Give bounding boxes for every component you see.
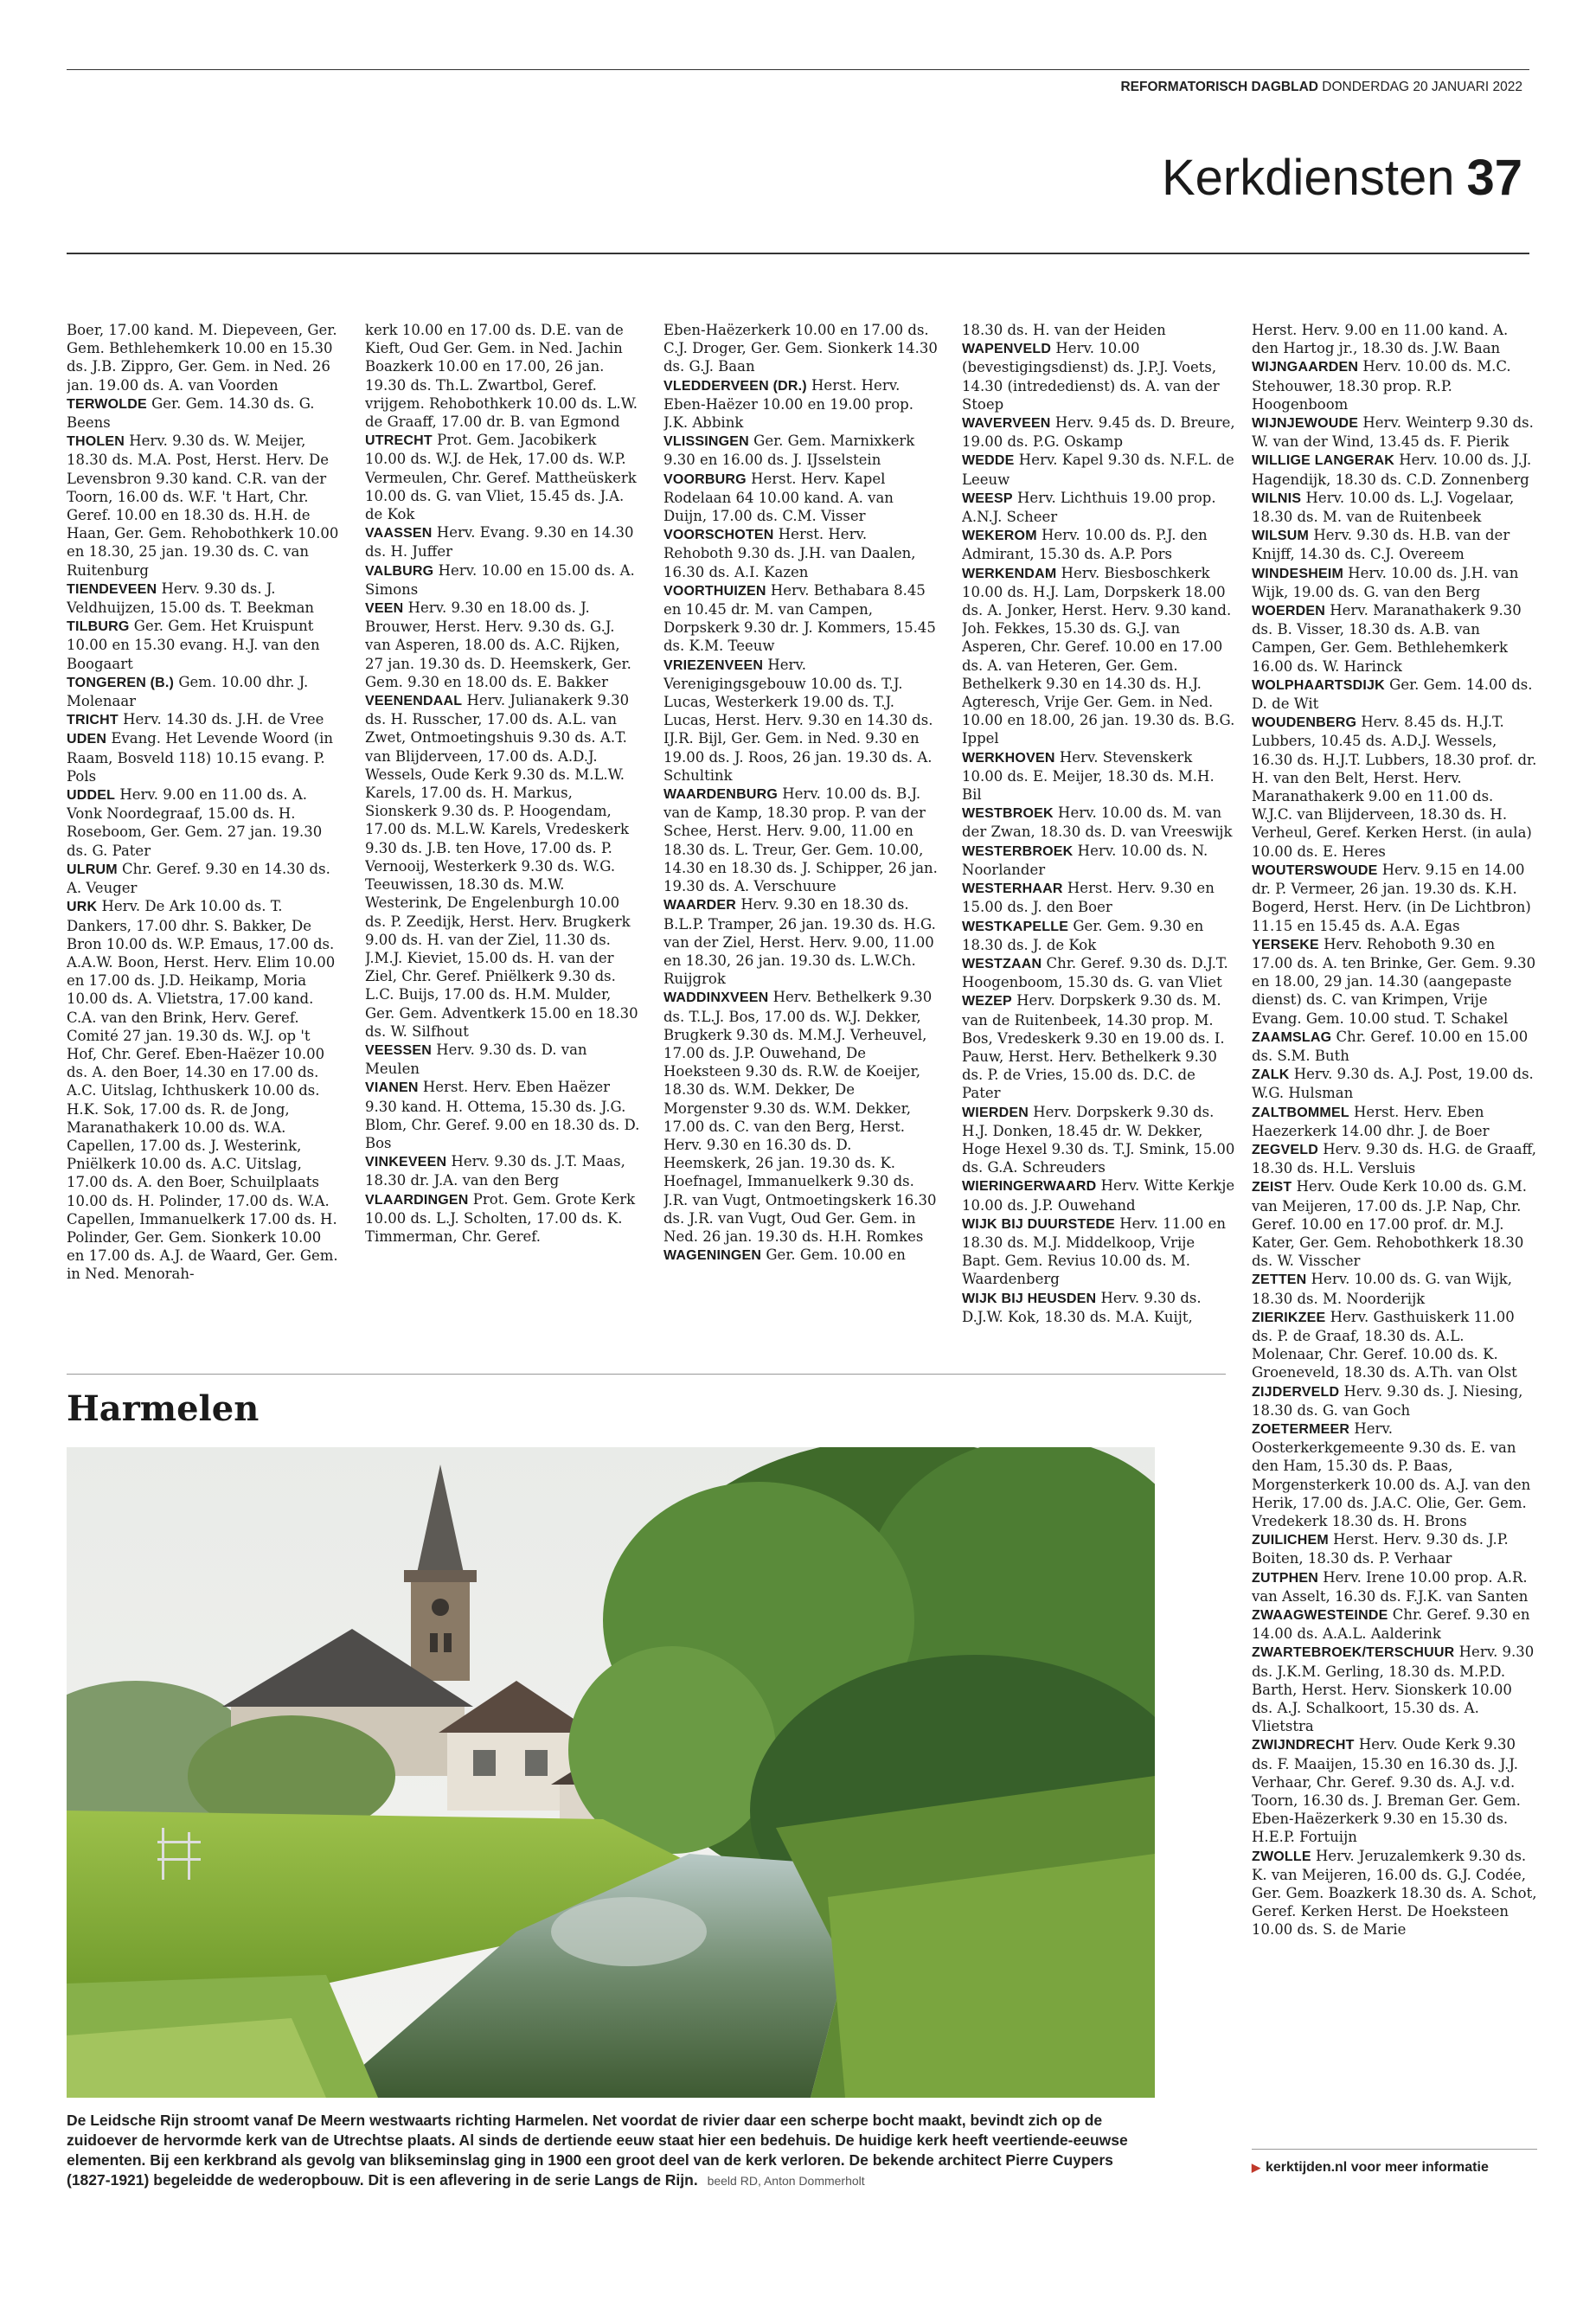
church-listing-entry <box>1252 357 1537 413</box>
triangle-right-icon: ▶ <box>1252 2161 1260 2174</box>
listing-column-4 <box>962 321 1237 1342</box>
service-details: Herv. Stevenskerk 10.00 ds. E. Meijer, 18.30 ds. M.H. Bil <box>962 748 1215 804</box>
service-details: Herv. Jeruzalemkerk 9.30 ds. K. van Meijeren, 16.00 ds. G.J. Codée, Ger. Gem. Boazkerk 18.30 ds. A. Schot, Geref. Kerken Herst. De Hoeksteen 10.00 ds. S. de Marie <box>1252 1847 1537 1939</box>
listing-column-1 <box>67 321 342 1342</box>
church-listing-entry <box>962 339 1237 413</box>
church-listing-entry <box>365 1190 640 1247</box>
place-name: TIENDEVEEN <box>67 581 157 597</box>
service-details: Herv. 10.00 ds. P.J. den Admirant, 15.30 ds. A.P. Pors <box>962 527 1208 563</box>
service-details: Herv. 9.30 ds. H.G. de Graaff, 18.30 ds. H.L. Versluis <box>1252 1140 1537 1177</box>
service-details: Herv. 10.00 ds. L.J. Vogelaar, 18.30 ds. M. van de Ruitenbeek <box>1252 489 1515 526</box>
service-details: Herst. Herv. Eben Haezerkerk 14.00 dhr. J. de Boer <box>1252 1103 1490 1139</box>
service-details: Herst. Herv. 9.00 en 11.00 kand. A. den Hartog jr., 18.30 ds. J.W. Baan <box>1252 322 1509 357</box>
place-name: ZEIST <box>1252 1180 1292 1195</box>
church-listing-entry <box>1252 713 1537 861</box>
service-details: Ger. Gem. 14.00 ds. D. de Wit <box>1252 676 1533 713</box>
service-details: Herv. Weinterp 9.30 ds. W. van der Wind, 13.45 ds. F. Pierik <box>1252 414 1534 451</box>
church-listing-entry <box>663 581 939 656</box>
service-details: Herv. 9.30 ds. D.J.W. Kok, 18.30 ds. M.A. Kuijt, <box>962 1289 1202 1325</box>
service-details: Herv. 10.00 ds. N. Noorlander <box>962 842 1208 878</box>
church-listing-entry <box>365 1152 640 1189</box>
header-rule <box>67 253 1529 254</box>
service-details: Ger. Gem. 10.00 en <box>761 1247 906 1264</box>
church-listing-entry <box>962 564 1237 748</box>
section-title: Kerkdiensten <box>1161 150 1455 206</box>
masthead <box>1120 80 1522 95</box>
place-name: WESTBROEK <box>962 806 1054 822</box>
service-details: Herv. Evang. 9.30 en 14.30 ds. H. Juffer <box>365 524 634 561</box>
place-name: WOERDEN <box>1252 604 1325 619</box>
place-name: WAPENVELD <box>962 342 1052 357</box>
listing-column-5 <box>1252 321 1537 2129</box>
church-listing-entry <box>962 1289 1237 1326</box>
service-details: Herv. 9.30 ds. D. van Meulen <box>365 1041 587 1078</box>
place-name: ZWIJNDRECHT <box>1252 1738 1355 1753</box>
service-details: Herv. 14.30 ds. J.H. de Vree <box>118 711 324 728</box>
church-listing-entry <box>663 321 939 376</box>
service-details: Herv. 10.00 ds. M.C. Stehouwer, 18.30 prop. R.P. Hoogenboom <box>1252 358 1511 413</box>
church-listing-entry <box>663 656 939 785</box>
place-name: WOLPHAARTSDIJK <box>1252 677 1385 693</box>
church-listing-entry <box>67 580 342 617</box>
place-name: THOLEN <box>67 434 125 450</box>
photo-credit: beeld RD, Anton Dommerholt <box>707 2174 865 2188</box>
place-name: WESTKAPELLE <box>962 919 1069 934</box>
service-details: Ger. Gem. Marnixkerk 9.30 en 16.00 ds. J. IJsselstein <box>663 433 915 469</box>
place-name: ULRUM <box>67 862 118 877</box>
church-listing-entry <box>962 748 1237 804</box>
church-listing-entry <box>962 1103 1237 1177</box>
place-name: UDDEL <box>67 788 116 804</box>
church-listing-entry <box>1252 1177 1537 1270</box>
place-name: WADDINXVEEN <box>663 990 769 1006</box>
church-listing-entry <box>1252 935 1537 1028</box>
place-name: WAARDER <box>663 898 737 913</box>
church-listing-entry <box>962 991 1237 1102</box>
church-listing-entry <box>365 523 640 561</box>
church-listing-entry <box>67 785 342 860</box>
church-listing-entry <box>67 673 342 710</box>
church-listing-entry <box>962 954 1237 991</box>
service-details: Herv. Lichthuis 19.00 prop. A.N.J. Scheer <box>962 489 1216 526</box>
service-details: Herv. Oude Kerk 9.30 ds. F. Maaijen, 15.30 en 16.30 ds. J.J. Verhaar, Chr. Geref. 9.30 ds. A.J. v.d. Toorn, 16.30 ds. J. Breman Ger. Gem. Eben-Haëzerkerk 9.30 en 15.30 ds. H.E.P. Fortuijn <box>1252 1736 1521 1846</box>
place-name: WEESP <box>962 490 1013 506</box>
church-listing-entry <box>1252 1568 1537 1606</box>
caption-text: De Leidsche Rijn stroomt vanaf De Meern westwaarts richting Harmelen. Net voordat de rivier daar een scherpe bocht maakt, bevindt zich op de zuidoever de hervormde kerk van de Utrechtse plaats. Al sinds de dertiende eeuw staat hier een bedehuis. De huidige kerk heeft veertiende-eeuwse elementen. Bij een kerkbrand als gevolg van blikseminslag ging in 1900 een groot deel van de kerk verloren. De bekende architect Pierre Cuypers (1827-1921) begeleidde de wederopbouw. Dit is een aflevering in de serie Langs de Rijn. <box>67 2112 1128 2189</box>
church-listing-entry <box>1252 1103 1537 1140</box>
church-listing-entry <box>962 1176 1237 1214</box>
church-listing-entry <box>365 561 640 599</box>
place-name: WEDDE <box>962 453 1015 469</box>
service-details: Herv. 9.30 ds. J. Niesing, 18.30 ds. G. van Goch <box>1252 1382 1523 1419</box>
paper-name: REFORMATORISCH DAGBLAD <box>1120 80 1318 94</box>
place-name: VEESSEN <box>365 1042 432 1058</box>
section-header <box>1162 149 1522 207</box>
place-name: TERWOLDE <box>67 396 147 412</box>
listing-column-2 <box>365 321 640 1342</box>
church-listing-entry <box>962 526 1237 563</box>
church-listing-entry <box>663 895 939 988</box>
service-details: Herv. 9.30 en 18.00 ds. J. Brouwer, Herst. Herv. 9.30 ds. G.J. van Asperen, 18.00 ds. A.C. Rijken, 27 jan. 19.30 ds. D. Heemskerk, Ger. Gem. 9.30 en 18.00 ds. E. Bakker <box>365 599 631 690</box>
church-listing-entry <box>1252 526 1537 563</box>
feature-rule <box>67 1374 1226 1375</box>
church-listing-entry <box>962 321 1237 339</box>
church-listing-entry <box>1252 861 1537 935</box>
service-details: Herv. 9.15 en 14.00 dr. P. Vermeer, 26 jan. 19.30 ds. K.H. Bogerd, Herst. Herv. (in De Lichtbron) 11.15 en 15.45 ds. A.A. Egas <box>1252 861 1531 934</box>
place-name: WERKHOVEN <box>962 750 1055 766</box>
church-listing-entry <box>1252 1308 1537 1382</box>
service-details: Chr. Geref. 10.00 en 15.00 ds. S.M. Buth <box>1252 1028 1529 1064</box>
church-listing-entry <box>663 470 939 526</box>
footer-rule <box>1252 2149 1537 2150</box>
page-number: 37 <box>1466 150 1522 206</box>
place-name: VOORTHUIZEN <box>663 583 766 599</box>
service-details: Herv. 9.45 ds. D. Breure, 19.00 ds. P.G. Oskamp <box>962 414 1235 451</box>
service-details: Herv. 10.00 (bevestigingsdienst) ds. J.P.J. Voets, 14.30 (intrededienst) ds. A. van der Stoep <box>962 340 1220 413</box>
service-details: Herst. Herv. 9.30 en 15.00 ds. J. den Boer <box>962 880 1215 916</box>
service-details: Herv. 8.45 ds. H.J.T. Lubbers, 10.45 ds. A.D.J. Wessels, 16.30 ds. H.J.T. Lubbers, 18.30 prof. dr. H. van den Belt, Herst. Herv. Maranathakerk 9.00 en 11.00 ds. W.J.C. van Blijderveen, 18.30 ds. H. Verheul, Geref. Kerken Herst. (in aula) 10.00 ds. E. Heres <box>1252 714 1537 860</box>
place-name: WESTERHAAR <box>962 881 1063 897</box>
service-details: 18.30 ds. H. van der Heiden <box>962 322 1166 338</box>
church-listing-entry <box>1252 1735 1537 1846</box>
church-listing-entry <box>1252 1140 1537 1177</box>
service-details: Herv. 9.30 ds. W. Meijer, 18.30 ds. M.A. Post, Herst. Herv. De Levensbron 9.30 kand. C.R. van der Toorn, 16.00 ds. W.F. 't Hart, Chr. Geref. 10.00 en 18.30 ds. H.H. de Haan, Ger. Gem. Rehobothkerk 10.00 en 18.30, 25 jan. 19.30 ds. C. van Ruitenburg <box>67 433 339 579</box>
place-name: VRIEZENVEEN <box>663 657 764 673</box>
church-listing-entry <box>1252 1606 1537 1643</box>
photo-caption <box>67 2111 1139 2191</box>
place-name: ZIERIKZEE <box>1252 1310 1326 1325</box>
church-listing-entry <box>67 860 342 897</box>
service-details: Herst. Herv. 9.30 ds. J.P. Boiten, 18.30 ds. P. Verhaar <box>1252 1531 1509 1567</box>
church-listing-entry <box>663 432 939 469</box>
place-name: WIJK BIJ HEUSDEN <box>962 1291 1097 1306</box>
service-details: Herv. Julianakerk 9.30 ds. H. Russcher, 17.00 ds. A.L. van Zwet, Ontmoetingshuis 9.30 ds. A.T. van Blijderveen, 17.00 ds. A.D.J. Wessels, Oude Kerk 9.30 ds. M.L.W. Karels, 17.00 ds. H. Markus, Sionskerk 9.30 ds. P. Hoogendam, 17.00 ds. M.L.W. Karels, Vredeskerk 9.30 ds. J.B. ten Hove, 17.00 ds. P. Vernooij, Westerkerk 9.30 ds. W.G. Teeuwissen, 18.30 ds. M.W. Westerink, De Engelenburgh 10.00 ds. P. Zeedijk, Herst. Herv. Brugkerk 9.00 ds. H. van der Ziel, 11.30 ds. J.M.J. Kieviet, 15.00 ds. H. van der Ziel, Chr. Geref. Pniëlkerk 9.30 ds. L.C. Buijs, 17.00 ds. H.M. Mulder, Ger. Gem. Adventkerk 15.00 en 18.30 ds. W. Silfhout <box>365 692 638 1040</box>
place-name: VAASSEN <box>365 526 433 542</box>
place-name: VEENENDAAL <box>365 694 463 709</box>
church-listing-entry <box>663 785 939 895</box>
church-listing-entry <box>365 431 640 523</box>
place-name: WIERDEN <box>962 1105 1029 1120</box>
church-listing-entry <box>962 879 1237 916</box>
kerktijden-link[interactable] <box>1252 2160 1489 2176</box>
church-listing-entry <box>67 729 342 785</box>
church-listing-entry <box>67 432 342 580</box>
place-name: ZALTBOMMEL <box>1252 1105 1349 1120</box>
place-name: WIJNJEWOUDE <box>1252 416 1359 432</box>
service-details: Herv. Rehoboth 9.30 en 17.00 ds. A. ten Brinke, Ger. Gem. 9.30 en 18.00, 29 jan. 14.30 (aangepaste dienst) ds. C. van Krimpen, Vrije Evang. Gem. 10.00 stud. T. Schakel <box>1252 935 1536 1027</box>
church-listing-entry <box>1252 1065 1537 1102</box>
service-details: Herv. Witte Kerkje 10.00 ds. J.P. Ouwehand <box>962 1177 1235 1214</box>
listing-column-3 <box>663 321 939 1342</box>
church-listing-entry <box>1252 489 1537 526</box>
service-details: Herst. Herv. Rehoboth 9.30 ds. J.H. van Daalen, 16.30 ds. A.I. Kazen <box>663 526 916 580</box>
church-listing-entry <box>365 691 640 1041</box>
place-name: VIANEN <box>365 1080 419 1096</box>
place-name: WESTERBROEK <box>962 843 1074 859</box>
church-listing-entry <box>663 1246 939 1265</box>
church-listing-entry <box>663 376 939 433</box>
church-listing-entry <box>663 988 939 1246</box>
kerktijden-link-text[interactable]: kerktijden.nl voor meer informatie <box>1266 2160 1489 2175</box>
service-details: Chr. Geref. 9.30 en 14.30 ds. A. Veuger <box>67 860 330 897</box>
service-details: Herv. Oosterkerkgemeente 9.30 ds. E. van den Ham, 15.30 ds. P. Baas, Morgensterkerk 10.00 ds. A.J. van den Herik, 17.00 ds. J.A.C. Olie, Ger. Gem. Vredekerk 18.30 ds. H. Brons <box>1252 1420 1531 1529</box>
service-details: Eben-Haëzerkerk 10.00 en 17.00 ds. C.J. Droger, Ger. Gem. Sionkerk 14.30 ds. G.J. Baan <box>663 322 938 375</box>
place-name: WAARDENBURG <box>663 787 778 803</box>
service-details: Herv. 9.30 ds. H.B. van der Knijff, 14.30 ds. C.J. Overeem <box>1252 527 1510 563</box>
church-listing-entry <box>962 842 1237 879</box>
church-listing-entry <box>1252 1420 1537 1530</box>
church-listing-entry <box>1252 564 1537 601</box>
service-details: Herv. Kapel 9.30 ds. N.F.L. de Leeuw <box>962 452 1234 488</box>
church-listing-entry <box>365 321 640 431</box>
place-name: WIJNGAARDEN <box>1252 360 1359 375</box>
church-listing-entry <box>962 489 1237 526</box>
service-details: Ger. Gem. 9.30 en 18.30 ds. J. de Kok <box>962 917 1204 953</box>
place-name: ZWAAGWESTEINDE <box>1252 1608 1388 1624</box>
church-listing-entry <box>1252 1382 1537 1420</box>
place-name: UDEN <box>67 732 107 747</box>
place-name: ZALK <box>1252 1067 1290 1083</box>
service-details: kerk 10.00 en 17.00 ds. D.E. van de Kieft, Oud Ger. Gem. in Ned. Jachin Boazkerk 10.00 en 17.00, 26 jan. 19.30 ds. Th.L. Zwartbol, Geref. vrijgem. Rehobothkerk 10.00 ds. L.W. de Graaff, 17.00 dr. B. van Egmond <box>365 322 638 431</box>
place-name: VOORSCHOTEN <box>663 528 774 543</box>
place-name: TRICHT <box>67 713 119 728</box>
service-details: Herv. Oude Kerk 10.00 ds. G.M. van Meijeren, 17.00 ds. J.P. Nap, Chr. Geref. 10.00 en 17.00 prof. dr. M.J. Kater, Ger. Gem. Rehobothkerk 18.30 ds. W. Visscher <box>1252 1178 1527 1270</box>
church-listing-entry <box>1252 1847 1537 1939</box>
service-details: Gem. 10.00 dhr. J. Molenaar <box>67 673 309 710</box>
church-listing-entry <box>365 599 640 691</box>
service-details: Herv. Bethabara 8.45 en 10.45 dr. M. van Campen, Dorpskerk 9.30 dr. J. Kommers, 15.45 ds. K.M. Teeuw <box>663 581 936 655</box>
church-listing-entry <box>67 617 342 673</box>
place-name: WAGENINGEN <box>663 1248 762 1264</box>
place-name: TONGEREN (B.) <box>67 675 175 690</box>
service-details: Herv. 9.30 ds. J.K.M. Gerling, 18.30 ds. M.P.D. Barth, Herst. Herv. Sionskerk 10.00 ds. A.J. Schalkoort, 15.30 ds. A. Vlietstra <box>1252 1644 1535 1735</box>
service-details: Herst. Herv. Eben-Haëzer 10.00 en 19.00 prop. J.K. Abbink <box>663 376 913 432</box>
church-listing-entry <box>1252 1270 1537 1307</box>
service-details: Herv. 11.00 en 18.30 ds. M.J. Middelkoop, Vrije Bapt. Gem. Revius 10.00 ds. M. Waardenberg <box>962 1215 1226 1288</box>
service-details: Chr. Geref. 9.30 en 14.00 ds. A.A.L. Aalderink <box>1252 1606 1530 1643</box>
service-details: Boer, 17.00 kand. M. Diepeveen, Ger. Gem. Bethlehemkerk 10.00 en 15.30 ds. J.B. Zippro, Ger. Gem. in Ned. 26 jan. 19.00 ds. A. van Voorden <box>67 322 337 394</box>
service-details: Herv. 10.00 en 15.00 ds. A. Simons <box>365 561 635 598</box>
service-details: Evang. Het Levende Woord (in Raam, Bosveld 118) 10.15 evang. P. Pols <box>67 730 334 785</box>
church-listing-entry <box>365 1041 640 1078</box>
service-details: Herv. 10.00 ds. G. van Wijk, 18.30 ds. M. Noorderijk <box>1252 1271 1512 1307</box>
service-details: Herv. 9.30 ds. J.T. Maas, 18.30 dr. J.A. van den Berg <box>365 1153 625 1189</box>
place-name: WOUTERSWOUDE <box>1252 862 1378 878</box>
place-name: ZAAMSLAG <box>1252 1029 1332 1045</box>
service-details: Herv. Dorpskerk 9.30 ds. H.J. Donken, 18.45 dr. W. Dekker, Hoge Hexel 9.30 ds. T.J. Smink, 15.00 ds. G.A. Schreuders <box>962 1103 1235 1176</box>
service-details: Herv. 10.00 ds. J.J. Hagendijk, 18.30 ds. C.D. Zonnenberg <box>1252 452 1532 488</box>
service-details: Herv. Biesboschkerk 10.00 ds. H.J. Lam, Dorpskerk 18.00 ds. A. Jonker, Herst. Herv. 9.30 kand. Joh. Fekkes, 15.30 ds. G.J. van Asperen, Chr. Geref. 10.00 en 17.00 ds. A. van Heteren, Ger. Gem. Bethelkerk 9.30 en 14.30 ds. H.J. Agteresch, Vrije Ger. Gem. in Ned. 10.00 en 18.00, 26 jan. 19.30 ds. B.G. Ippel <box>962 564 1235 747</box>
place-name: ZIJDERVELD <box>1252 1384 1340 1400</box>
service-details: Herv. 10.00 ds. J.H. van Wijk, 19.00 ds. G. van den Berg <box>1252 564 1519 600</box>
place-name: VLISSINGEN <box>663 434 749 450</box>
place-name: WESTZAAN <box>962 956 1042 971</box>
place-name: WEKEROM <box>962 529 1037 544</box>
service-details: Herst. Herv. Kapel Rodelaan 64 10.00 kand. A. van Duijn, 17.00 ds. C.M. Visser <box>663 470 894 525</box>
service-details: Herv. 9.30 ds. J. Veldhuijzen, 15.00 ds. T. Beekman <box>67 580 315 617</box>
church-listing-entry <box>1252 321 1537 357</box>
harmelen-landscape-image <box>67 1447 1155 2098</box>
church-listing-entry <box>67 897 342 1283</box>
service-details: Chr. Geref. 9.30 ds. D.J.T. Hoogenboom, 15.30 ds. G. van Vliet <box>962 954 1228 991</box>
place-name: WERKENDAM <box>962 566 1057 581</box>
place-name: WILSUM <box>1252 529 1310 544</box>
place-name: WIJK BIJ DUURSTEDE <box>962 1216 1115 1232</box>
place-name: TILBURG <box>67 619 130 635</box>
church-listing-entry <box>67 321 342 394</box>
place-name: URK <box>67 900 98 915</box>
place-name: ZUILICHEM <box>1252 1533 1329 1548</box>
service-details: Herv. De Ark 10.00 ds. T. Dankers, 17.00 dhr. S. Bakker, De Bron 10.00 ds. W.P. Emaus, 17.00 ds. A.A.W. Boon, Herst. Herv. Elim 10.00 en 17.00 ds. J.D. Heikamp, Moria 10.00 ds. A. Vlietstra, 17.00 kand. C.A. van den Brink, Herv. Geref. Comité 27 jan. 19.30 ds. W.J. op 't Hof, Chr. Geref. Eben-Haëzer 10.00 ds. A. den Boer, 14.30 en 17.00 ds. A.C. Uitslag, Ichthuskerk 10.00 ds. H.K. Sok, 17.00 ds. R. de Jong, Maranathakerk 10.00 ds. W.A. Capellen, 17.00 ds. J. Westerink, Pniëlkerk 10.00 ds. A.C. Uitslag, 17.00 ds. A. den Boer, Schuilplaats 10.00 ds. H. Polinder, 17.00 ds. W.A. Capellen, Immanuelkerk 17.00 ds. H. Polinder, Ger. Gem. Sionkerk 10.00 en 17.00 ds. A.J. de Waard, Ger. Gem. in Ned. Menorah- <box>67 898 338 1283</box>
service-details: Herst. Herv. Eben Haëzer 9.30 kand. H. Ottema, 15.30 ds. J.G. Blom, Chr. Geref. 9.00 en 18.30 ds. D. Bos <box>365 1079 640 1151</box>
service-details: Herv. 9.30 en 18.30 ds. B.L.P. Tramper, 26 jan. 19.30 ds. H.G. van der Ziel, Herst. Herv. 9.00, 11.00 en 18.30, 26 jan. 19.30 ds. L.W.Ch. Ruijgrok <box>663 896 936 988</box>
church-listing-entry <box>1252 601 1537 676</box>
place-name: YERSEKE <box>1252 937 1319 952</box>
church-listing-entry <box>365 1078 640 1152</box>
place-name: ZEGVELD <box>1252 1142 1318 1157</box>
church-listing-entry <box>1252 1028 1537 1065</box>
place-name: VALBURG <box>365 563 434 579</box>
place-name: WAVERVEEN <box>962 416 1051 432</box>
service-details: Ger. Gem. Het Kruispunt 10.00 en 15.30 evang. H.J. van den Boogaart <box>67 618 320 672</box>
church-listing-entry <box>962 413 1237 451</box>
service-details: Herv. Verenigingsgebouw 10.00 ds. T.J. Lucas, Westerkerk 19.00 ds. T.J. Lucas, Herst. Herv. 9.30 en 14.30 ds. IJ.R. Bijl, Ger. Gem. in Ned. 9.30 en 19.00 ds. J. Roos, 26 jan. 19.30 ds. A. Schultink <box>663 656 933 784</box>
service-details: Herv. 10.00 ds. M. van der Zwan, 18.30 ds. D. van Vreeswijk <box>962 804 1233 841</box>
place-name: ZUTPHEN <box>1252 1570 1318 1586</box>
service-details: Ger. Gem. 14.30 ds. G. Beens <box>67 394 315 432</box>
church-listing-entry <box>67 394 342 432</box>
service-details: Herv. Bethelkerk 9.30 ds. T.L.J. Bos, 17.00 ds. W.J. Dekker, Brugkerk 9.30 ds. M.M.J. Verheuvel, 17.00 ds. J.P. Ouwehand, De Hoeksteen 9.30 ds. R.W. de Koeijer, 18.30 ds. W.M. Dekker, De Morgenster 9.30 ds. W.M. Dekker, 17.00 ds. C. van den Berg, Herst. Herv. 9.30 en 16.30 ds. D. Heemskerk, 26 jan. 19.30 ds. K. Hoefnagel, Immanuelkerk 9.30 ds. J.R. van Vugt, Ontmoetingskerk 16.30 ds. J.R. van Vugt, Oud Ger. Gem. in Ned. 26 jan. 19.30 ds. H.H. Romkes <box>663 989 937 1245</box>
place-name: WILLIGE LANGERAK <box>1252 453 1394 469</box>
issue-date: DONDERDAG 20 JANUARI 2022 <box>1322 80 1522 94</box>
service-details: Prot. Gem. Jacobikerk 10.00 ds. W.J. de Hek, 17.00 ds. W.P. Vermeulen, Chr. Geref. Mattheüskerk 10.00 ds. G. van Vliet, 15.45 ds. J.A. de Kok <box>365 432 637 523</box>
service-details: Herv. Maranathakerk 9.30 ds. B. Visser, 18.30 ds. A.B. van Campen, Ger. Gem. Bethlehemkerk 16.00 ds. W. Harinck <box>1252 602 1522 675</box>
church-listing-entry <box>1252 1530 1537 1567</box>
church-listing-entry <box>1252 676 1537 713</box>
church-listing-entry <box>663 525 939 581</box>
feature-photo <box>67 1447 1155 2098</box>
church-listing-entry <box>962 451 1237 488</box>
place-name: ZWARTEBROEK/TERSCHUUR <box>1252 1645 1455 1661</box>
place-name: WIERINGERWAARD <box>962 1179 1097 1195</box>
service-details: Herv. Dorpskerk 9.30 ds. M. van de Ruitenbeek, 14.30 prop. M. Bos, Vredeskerk 9.30 en 19.00 ds. I. Pauw, Herst. Herv. Bethelkerk 9.30 ds. P. de Vries, 15.00 ds. D.C. de Pater <box>962 992 1225 1102</box>
church-listing-entry <box>1252 413 1537 451</box>
church-listing-entry <box>1252 451 1537 488</box>
place-name: ZOETERMEER <box>1252 1421 1350 1437</box>
church-listing-entry <box>1252 1643 1537 1735</box>
place-name: WINDESHEIM <box>1252 566 1343 581</box>
church-listing-entry <box>962 804 1237 841</box>
place-name: VEEN <box>365 601 404 617</box>
service-details: Prot. Gem. Grote Kerk 10.00 ds. L.J. Scholten, 17.00 ds. K. Timmerman, Chr. Geref. <box>365 1190 636 1245</box>
place-name: UTRECHT <box>365 433 433 449</box>
place-name: VLAARDINGEN <box>365 1192 469 1208</box>
church-listing-entry <box>67 710 342 729</box>
service-details: Herv. 9.30 ds. A.J. Post, 19.00 ds. W.G. Hulsman <box>1252 1066 1534 1102</box>
place-name: VOORBURG <box>663 471 747 487</box>
feature-title: Harmelen <box>67 1388 260 1429</box>
top-rule <box>67 69 1529 70</box>
service-details: Herv. Gasthuiskerk 11.00 ds. P. de Graaf, 18.30 ds. A.L. Molenaar, Chr. Geref. 10.00 ds. K. Groeneveld, 18.30 ds. A.Th. van Olst <box>1252 1308 1517 1381</box>
place-name: ZETTEN <box>1252 1272 1307 1288</box>
church-listing-entry <box>962 917 1237 954</box>
place-name: ZWOLLE <box>1252 1849 1311 1864</box>
service-details: Herv. 9.00 en 11.00 ds. A. Vonk Noordegraaf, 15.00 ds. H. Roseboom, Ger. Gem. 27 jan. 19.30 ds. G. Pater <box>67 786 323 859</box>
place-name: WOUDENBERG <box>1252 715 1357 731</box>
place-name: VINKEVEEN <box>365 1155 447 1170</box>
place-name: WEZEP <box>962 994 1012 1009</box>
place-name: VLEDDERVEEN (DR.) <box>663 378 807 394</box>
church-listing-entry <box>962 1215 1237 1289</box>
place-name: WILNIS <box>1252 490 1302 506</box>
service-details: Herv. Irene 10.00 prop. A.R. van Asselt, 16.30 ds. F.J.K. van Santen <box>1252 1568 1529 1605</box>
service-details: Herv. 10.00 ds. B.J. van de Kamp, 18.30 prop. P. van der Schee, Herst. Herv. 9.00, 11.00 en 18.30 ds. L. Treur, Ger. Gem. 10.00, 14.30 en 18.30 ds. J. Schipper, 26 jan. 19.30 ds. A. Verschuure <box>663 785 938 895</box>
